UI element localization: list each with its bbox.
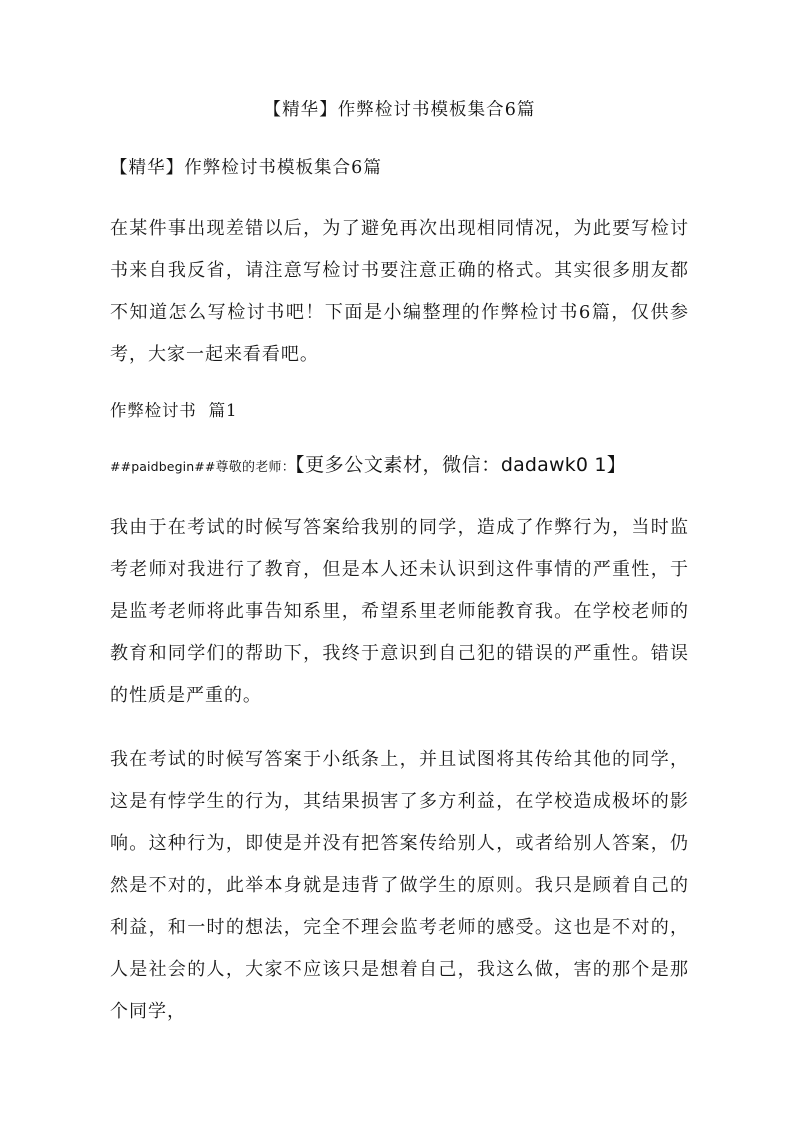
salutation-text: 尊敬的老师： [215,460,296,476]
promo-close-text: 】 [606,454,627,477]
section-heading-number: 篇1 [208,401,238,420]
intro-paragraph: 在某件事出现差错以后，为了避免再次出现相同情况，为此要写检讨书来自我反省，请注意写检讨书要注意正确的格式。其实很多朋友都不知道怎么写检讨书吧！下面是小编整理的作弊检讨书6篇，仅供参考，大家一起来看看吧。 [110,218,689,365]
document-subtitle: 【精华】作弊检讨书模板集合6篇 [110,158,382,178]
promo-open-text: 【更多公文素材 [295,454,423,477]
paid-begin-marker: ##paidbegin## [110,459,216,475]
section-heading-label: 作弊检讨书 [110,401,197,420]
promo-wechat-handle: dadawk0 1 [500,454,607,477]
body-paragraph-2: 我在考试的时候写答案于小纸条上，并且试图将其传给其他的同学，这是有悖学生的行为，其结果损害了多方利益，在学校造成极坏的影响。这种行为，即使是并没有把答案传给别人，或者给别人答案，仍然是不对的，此举本身就是违背了做学生的原则。我只是顾着自己的利益，和一时的想法，完全不理会监考老师的感受。这也是不对的，人是社会的人，大家不应该只是想着自己，我这么做，害的那个是那个同学， [110,749,689,1023]
page-title: 【精华】作弊检讨书模板集合6篇 [263,100,536,120]
paid-marker-line [110,450,689,483]
section-heading [110,398,689,424]
promo-comma-text: ，微信： [422,454,501,477]
body-paragraph-1: 我由于在考试的时候写答案给我别的同学，造成了作弊行为，当时监考老师对我进行了教育，但是本人还未认识到这件事情的严重性，于是监考老师将此事告知系里，希望系里老师能教育我。在学校老师的教育和同学们的帮助下，我终于意识到自己犯的错误的严重性。错误的性质是严重的。 [110,517,689,707]
